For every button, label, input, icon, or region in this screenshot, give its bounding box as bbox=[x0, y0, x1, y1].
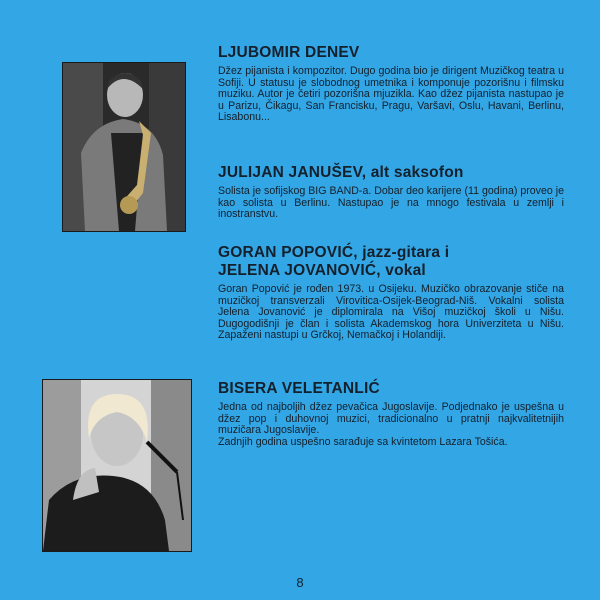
musician-name-second bbox=[218, 262, 564, 280]
name-text: JELENA JOVANOVIĆ, bbox=[218, 262, 381, 279]
musician-bio: Džez pijanista i kompozitor. Dugo godina bio je dirigent Muzičkog teatra u Sofiji. U statusu je slobodnog umetnika i komponuje pozorišnu i filmsku muziku. Autor je četiri pozorišna mjuzikla. Kao džez pijanista nastupao je u Parizu, Čikagu, San Francisku, Pragu, Varšavi, Oslu, Havani, Berlinu, Lisabonu... bbox=[218, 65, 564, 124]
musician-bio: Jedna od najboljih džez pevačica Jugoslavije. Podjednako je uspešna u džez pop i duhovnoj muzici, tradicionalno u pratnji najkvalitetnijih muzičara Jugoslavije. bbox=[218, 401, 564, 437]
section-julijan-janusev bbox=[218, 164, 564, 221]
musician-name bbox=[218, 380, 564, 398]
instrument-text: alt saksofon bbox=[366, 164, 464, 181]
section-bisera-veletanlic bbox=[218, 380, 564, 448]
instrument-text: vokal bbox=[380, 262, 426, 279]
musician-name bbox=[218, 164, 564, 182]
section-ljubomir-denev bbox=[218, 44, 564, 124]
name-text: GORAN POPOVIĆ, bbox=[218, 244, 358, 261]
musician-name bbox=[218, 244, 564, 262]
name-text: JULIJAN JANUŠEV, bbox=[218, 164, 367, 181]
instrument-text: jazz-gitara i bbox=[357, 244, 450, 261]
musician-bio-extra: Zadnjih godina uspešno sarađuje sa kvintetom Lazara Tošića. bbox=[218, 435, 508, 448]
musician-bio: Goran Popović je rođen 1973. u Osijeku. Muzičko obrazovanje stiče na muzičkoj transverzali Virovitica-Osijek-Beograd-Niš. Vokalni solista Jelena Jovanović je diplomirala na Višoj muzičkoj školi u Nišu. Dugogodišnji je član i solista Akademskog hora Univerziteta u Nišu. Zapaženi nastupi u Grčkoj, Nemačkoj i Holandiji. bbox=[218, 283, 564, 342]
photo-ljubomir-denev bbox=[62, 62, 186, 232]
musician-bio: Solista je sofijskog BIG BAND-a. Dobar deo karijere (11 godina) proveo je kao solista u Berlinu. Nastupao je na mnogo festivala u zemlji i inostranstvu. bbox=[218, 185, 564, 221]
section-goran-popovic-jelena-jovanovic bbox=[218, 244, 564, 342]
photo-bisera-veletanlic bbox=[42, 379, 192, 552]
name-text: BISERA VELETANLIĆ bbox=[218, 380, 380, 397]
page-number: 8 bbox=[296, 575, 304, 590]
name-text: LJUBOMIR DENEV bbox=[218, 44, 360, 61]
musician-name bbox=[218, 44, 564, 62]
